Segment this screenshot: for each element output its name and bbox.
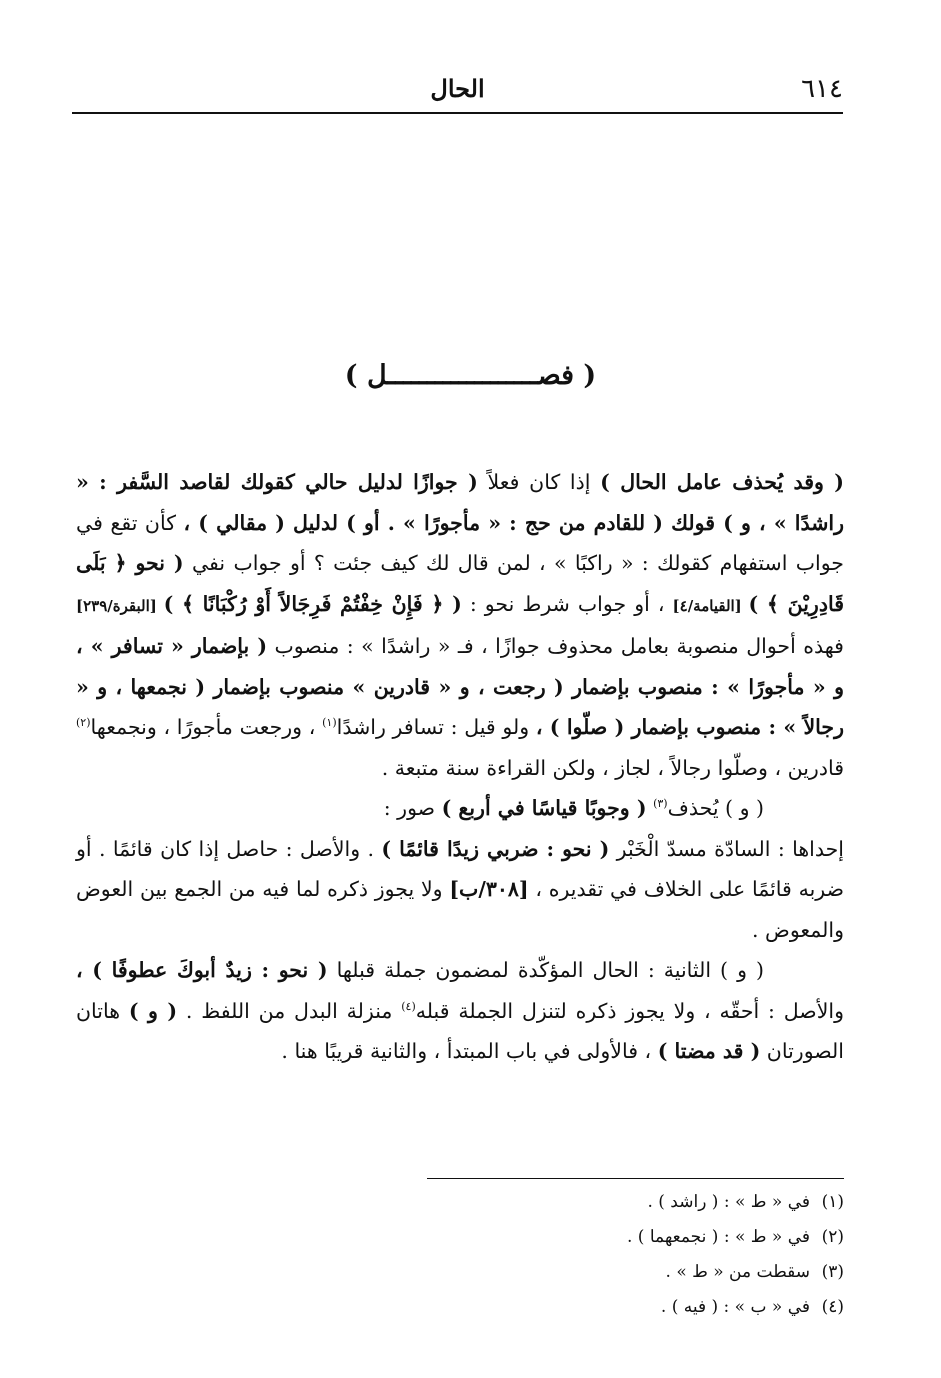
commentary-text: ، أو جواب شرط نحو : [461,591,673,616]
footnote-number: (١) [821,1192,844,1212]
section-title: ( فصـــــــــــــــــــل ) [344,360,597,391]
footnote-text: في « ب » : ( فيه ) . [660,1297,810,1317]
commentary-text: هاتان الصورتان [76,998,844,1063]
matn-text: ( نحو : زيدٌ أبوكَ عطوفًا ) ، [76,958,328,982]
commentary-text: فهذه أحوال منصوبة بعامل محذوف جوازًا ، فـ « راشدًا » : منصوب [267,634,844,658]
commentary-text: قادرين ، وصلّوا رجالاً ، لجاز ، ولكن القراءة سنة متبعة . [381,755,844,780]
matn-text: ( قد مضتا ) [657,1039,761,1063]
verse-reference: [القيامة/٤] [672,596,749,615]
running-title: الحال [430,74,485,103]
paragraph [76,462,844,788]
matn-text: ( وقد يُحذف عامل الحال ) [600,470,844,494]
paragraph [76,950,844,1072]
footnote-text: في « ط » : ( راشد ) . [647,1192,810,1212]
paragraph [76,829,844,951]
matn-text: [٣٠٨/ب] [449,877,529,901]
footnote-marker: (٤) [401,999,416,1013]
footnote-number: (٢) [821,1227,844,1247]
matn-text: ( نحو ﴿ بَلَى قَادِرِيْنَ ﴾ ) [76,551,844,616]
commentary-text: كأن تقع في جواب استفهام كقولك : « راكبًا » ، لمن قال لك كيف جئت ؟ أو جواب نفي [76,510,844,575]
footnote-number: (٣) [821,1262,844,1282]
footnote [76,1290,844,1325]
page-number: ٦١٤ [801,74,843,104]
commentary-text: ، فالأولى في باب المبتدأ ، والثانية قريبًا هنا . [281,1039,658,1063]
commentary-text: إحداها : السادّة مسدّ الْخَبْر [609,836,844,861]
commentary-text: إذا كان فعلاً [477,470,601,494]
paragraph [76,788,844,829]
commentary-text: . والأصل : حاصل إذا كان قائمًا . أو ضربه قائمًا على الخلاف في تقديره ، [76,836,844,901]
commentary-text: ولا يجوز ذكره لما فيه من الجمع بين العوض والمعوض . [76,877,844,942]
footnote-number: (٤) [821,1297,844,1317]
footnote-marker: (٢) [76,716,91,730]
commentary-text: والأصل : أحقّه ، ولا يجوز ذكره لتنزل الجملة قبله [415,998,844,1023]
matn-text: ( نحو : ضربي زيدًا قائمًا ) [381,836,610,861]
commentary-text: ولو قيل : تسافر راشدًا [336,715,536,739]
matn-text: ( بإضمار « تسافر » ، و « مأجورًا » : منصوب بإضمار ( رجعت ، و « قادرين » منصوب بإضمار ( نجمعها ، و « رجالاً » : منصوب بإضمار ( صلّوا ) ، [76,634,844,739]
matn-text: ( وجوبًا قياسًا في أربع ) [441,796,647,820]
verse-reference: [البقرة/٢٣٩] [76,596,164,615]
commentary-text: ، ورجعت مأجورًا ، ونجمعها [90,715,323,739]
commentary-text: ( و ) يُحذف [667,796,764,820]
footnote [76,1255,844,1290]
matn-text: ( و ) [128,998,178,1023]
commentary-text: ( و ) الثانية : الحال المؤكّدة لمضمون جملة قبلها [327,958,764,982]
matn-text: ( ﴿ فَإِنْ خِفْتُمْ فَرِجَالاً أَوْ رُكْبَانًا ﴾ ) [163,591,462,616]
footnotes [76,1185,844,1325]
matn-text: ( جوازًا لدليل حالي كقولك لقاصد السَّفر : « راشدًا » ، و ) قولك ( للقادم من حج : « مأجورًا » . أو ) لدليل ( مقالي ) ، [76,470,845,535]
commentary-text: منزلة البدل من اللفظ . [177,998,402,1023]
footnote [76,1185,844,1220]
footnote-marker: (٣) [653,797,668,811]
footnote [76,1220,844,1255]
footnote-separator [427,1178,844,1179]
footnote-marker: (١) [322,716,337,730]
page-header [72,72,843,114]
main-text [76,462,844,1072]
commentary-text: صور : [383,796,442,820]
footnote-text: في « ط » : ( نجمعهما ) . [626,1227,810,1247]
footnote-text: سقطت من « ط » . [665,1262,810,1282]
